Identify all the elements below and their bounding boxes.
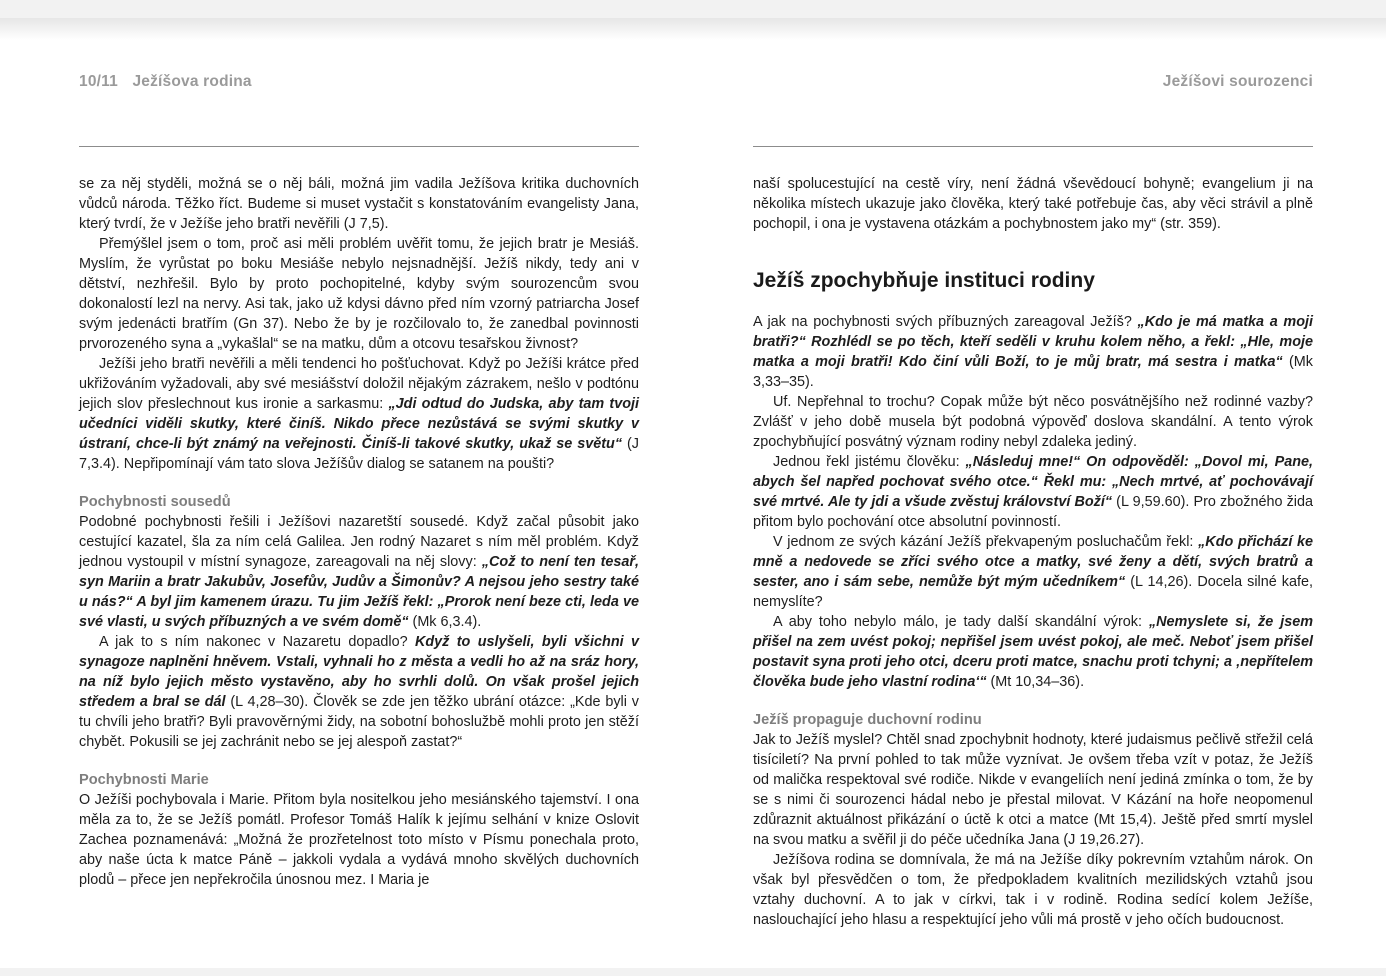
text-run: (Mk 3,33–35). [753,354,1313,390]
paragraph [79,174,639,234]
text-run: (L 14,26). Docela silné kafe, nemyslíte? [753,574,1313,610]
subheading-pochybnosti-marie: Pochybnosti Marie [79,772,209,788]
paragraph [753,612,1313,692]
text-run: Ježíši jeho bratři nevěřili a měli tendenci ho pošťuchovat. Když po Ježíši krátce před ukřižováním vyžadovali, aby své mesiášství doložil nějakým zázrakem, nešlo v podtónu jejich slov přeslechnout kus ironie a sarkasmu: [79,356,639,412]
paragraph [79,234,639,354]
paragraph [79,512,639,632]
page-numbers: 10/11 [79,73,118,90]
right-section-title: Ježíšovi sourozenci [1162,73,1313,90]
text-run: Ježíšova rodina se domnívala, že má na Ježíše díky pokrevním vztahům nárok. On však byl přesvědčen o tom, že předpokladem kvalitních mezilidských vztahů jsou vztahy duchovní. A to jak v církvi, tak i v rodině. Rodina sedící kolem Ježíše, naslouchající jeho hlasu a respektující jeho vůli má prostě v jeho očích budoucnost. [753,852,1313,928]
text-run: O Ježíši pochybovala i Marie. Přitom byla nositelkou jeho mesiánského tajemství. I ona měla za to, že se Ježíš pomátl. Profesor Tomáš Halík k jejímu selhání v knize Oslovit Zachea poznamenává: „Možná že prozřetelnost toto místo v Písmu ponechala proto, aby naše úcta k matce Páně – jakkoli vydala a vydává mnoho skvělých duchovních plodů – přece jen nepřekročila únosnou mez. I Maria je [79,792,639,888]
text-run: Jednou řekl jistému člověku: [773,454,966,470]
text-run: A aby toho nebylo málo, je tady další skandální výrok: [773,614,1149,630]
left-section-1-paragraphs [79,512,639,752]
paragraph [753,730,1313,850]
right-section-1-paragraphs [753,312,1313,692]
quoted-scripture: Když to uslyšeli, byli všichni v synagoze naplněni hněvem. Vstali, vyhnali ho z města a vedli ho až na sráz hory, na níž bylo jejich město vystavěno, aby ho svrhli dolů. On však prošel jejich středem a bral se dál [79,634,639,710]
chapter-heading: Ježíš zpochybňuje instituci rodiny [753,269,1095,292]
paragraph [753,392,1313,452]
paragraph [79,790,639,890]
text-run: V jednom ze svých kázání Ježíš překvapeným posluchačům řekl: [773,534,1199,550]
left-intro-paragraphs [79,174,639,474]
paragraph [753,532,1313,612]
right-page [753,18,1313,968]
right-running-head [753,73,1313,91]
right-intro-paragraphs [753,174,1313,234]
text-run: (Mt 10,34–36). [986,674,1085,690]
paragraph [753,850,1313,930]
quoted-scripture: „Kdo je má matka a moji bratři?“ Rozhlédl se po těch, kteří seděli v kruhu kolem něho, a řekl: „Hle, moje matka a moji bratři! Kdo činí vůli Boží, to je můj bratr, má sestra i matka“ [753,314,1313,370]
text-run: (L 9,59.60). Pro zbožného žida přitom bylo pochování otce absolutní povinností. [753,494,1314,530]
paragraph [753,452,1313,532]
quoted-scripture: „Jdi odtud do Judska, aby tam tvoji učedníci viděli skutky, které činíš. Nikdo přece nezůstává se svými skutky v ústraní, chce-li být známý na veřejnosti. Činíš-li takové skutky, ukaž se světu“ [79,396,639,452]
quoted-scripture: „Kdo přichází ke mně a nedovede se zříci svého otce a matky, své ženy a dětí, svých bratrů a sester, ano i sám sebe, nemůže být mým učedníkem“ [753,534,1313,590]
text-run: naší spolucestující na cestě víry, není žádná vševědoucí bohyně; evangelium ji na několika místech ukazuje jako člověka, který také potřebuje čas, aby věci strávil a plně pochopil, i ona je vystavena otázkám a pochybnostem jako my“ (str. 359). [753,176,1313,232]
paragraph [753,174,1313,234]
right-section-2-paragraphs [753,730,1313,930]
left-page [79,18,639,968]
right-header-rule [753,146,1313,147]
text-run: Uf. Nepřehnal to trochu? Copak může být něco posvátnějšího než rodinné vazby? Zvlášť v jeho době musela být podobná výpověď doslova skandální. A tento výrok zpochybňující posvátný význam rodiny nebyl zdaleka jediný. [753,394,1313,450]
text-run: (Mk 6,3.4). [408,614,482,630]
paragraph [79,632,639,752]
left-running-head [79,73,639,91]
text-run: (J 7,3.4). Nepřipomínají vám tato slova Ježíšův dialog se satanem na poušti? [79,436,639,472]
quoted-scripture: „Nemyslete si, že jsem přišel na zem uvést pokoj; nepřišel jsem uvést pokoj, ale meč. Neboť jsem přišel postavit syna proti jeho otci, dceru proti matce, snachu proti tchyni; a ‚nepřítelem člověka bude jeho vlastní rodina‘“ [753,614,1314,690]
right-body-text [753,174,1313,930]
left-header-rule [79,146,639,147]
book-spread [0,18,1386,968]
subheading-pochybnosti-sousedu: Pochybnosti sousedů [79,494,231,510]
paragraph [79,354,639,474]
subheading-duchovni-rodina: Ježíš propaguje duchovní rodinu [753,712,982,728]
left-section-title: Ježíšova rodina [132,73,252,90]
text-run: se za něj styděli, možná se o něj báli, možná jim vadila Ježíšova kritika duchovních vůdců národa. Těžko říct. Budeme si muset vystačit s konstatováním evangelisty Jana, který tvrdí, že v Ježíše jeho bratři nevěřili (J 7,5). [79,176,639,232]
text-run: Podobné pochybnosti řešili i Ježíšovi nazaretští sousedé. Když začal působit jako cestující kazatel, šla za ním celá Galilea. Jen rodný Nazaret s ním měl problém. Když jednou vystoupil v místní synagoze, zareagovali na něj slovy: [79,514,639,570]
text-run: (L 4,28–30). Člověk se zde jen těžko ubrání otázce: „Kde byli v tu chvíli jeho bratři? Byli pravověrnými židy, na sobotní bohoslužbě mohli proto jen stěží chybět. Pokusili se jej zachránit nebo se jej alespoň zastat?“ [79,694,639,750]
text-run: Jak to Ježíš myslel? Chtěl snad zpochybnit hodnoty, které judaismus pečlivě střežil celá tisíciletí? Na první pohled to tak může vyznívat. Je ovšem třeba vzít v potaz, že Ježíš od malička respektoval své rodiče. Nikde v evangeliích není jediná zmínka o tom, že by se s nimi či sourozenci hádal nebo je přestal milovat. V Kázání na hoře neopomenul zdůraznit aktuálnost přikázání o úctě k otci a matce (Mt 15,4). Ještě před smrtí myslel na svou matku a svěřil ji do péče učedníka Jana (J 19,26.27). [753,732,1313,848]
quoted-scripture: „Což to není ten tesař, syn Mariin a bratr Jakubův, Josefův, Judův a Šimonův? A nejsou jeho sestry také u nás?“ A byl jim kamenem úrazu. Tu jim Ježíš řekl: „Prorok není beze cti, leda ve své vlasti, u svých příbuzných a ve svém domě“ [79,554,639,630]
quoted-scripture: „Následuj mne!“ On odpověděl: „Dovol mi, Pane, abych šel napřed pochovat svého otce.“ Řekl mu: „Nech mrtvé, ať pochovávají své mrtvé. Ale ty jdi a všude zvěstuj království Boží“ [753,454,1313,510]
text-run: Přemýšlel jsem o tom, proč asi měli problém uvěřit tomu, že jejich bratr je Mesiáš. Myslím, že vyrůstat po boku Mesiáše nebylo nejsnadnější. Ježíš nikdy, tedy ani v dětství, nezhřešil. Bylo by proto pochopitelné, kdyby svým sourozencům svou dokonalostí lezl na nervy. Asi tak, jako už kdysi dávno před ním vzorný patriarcha Josef svým jedenácti bratřím (Gn 37). Nebo že by je rozčilovalo to, že zanedbal povinnosti prvorozeného syna a „vykašlal“ se na matku, dům a otcovu tesařskou živnost? [79,236,639,352]
text-run: A jak na pochybnosti svých příbuzných zareagoval Ježíš? [753,314,1138,330]
left-section-2-paragraphs [79,790,639,890]
text-run: A jak to s ním nakonec v Nazaretu dopadlo? [99,634,415,650]
left-body-text [79,174,639,890]
paragraph [753,312,1313,392]
